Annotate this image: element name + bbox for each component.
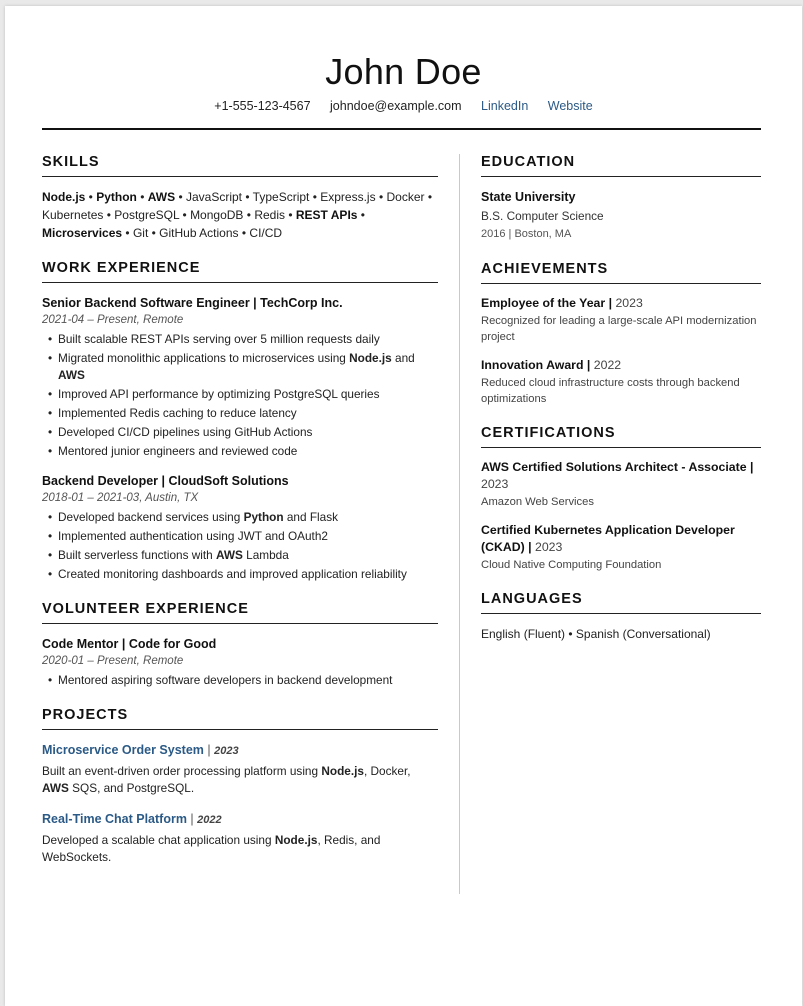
languages-text: English (Fluent) • Spanish (Conversational) xyxy=(481,627,711,641)
text-run: Developed CI/CD pipelines using GitHub Actions xyxy=(58,425,313,439)
certification-description: Amazon Web Services xyxy=(481,496,594,508)
volunteer-jobs xyxy=(42,635,438,689)
separator: | xyxy=(583,358,594,372)
bullet-list xyxy=(42,331,438,460)
certification-year: 2023 xyxy=(481,477,509,491)
separator: | xyxy=(524,540,535,554)
skill-item: Redis xyxy=(254,208,285,222)
certification-heading xyxy=(481,522,761,556)
bullet-item xyxy=(42,672,438,689)
text-run: Developed backend services using xyxy=(58,510,244,524)
bullet-item xyxy=(42,331,438,348)
text-run: Implemented Redis caching to reduce latency xyxy=(58,406,297,420)
skill-item: CI/CD xyxy=(249,226,283,240)
text-run: , Docker, xyxy=(363,764,411,778)
bullet-item xyxy=(42,386,438,403)
job-meta: 2021-04 – Present, Remote xyxy=(42,314,184,326)
highlight-skill: Node.js xyxy=(274,833,318,847)
bullet-item xyxy=(42,405,438,422)
highlight-skill: AWS xyxy=(216,548,243,562)
projects-section xyxy=(42,707,438,866)
achievement-heading xyxy=(481,295,761,312)
text-run: Migrated monolithic applications to microservices using xyxy=(58,351,350,365)
job-title: Backend Developer | CloudSoft Solutions xyxy=(42,474,289,488)
right-column xyxy=(481,154,761,661)
job-entry xyxy=(42,635,438,689)
phone-number: +1-555-123-4567 xyxy=(214,99,311,113)
school-name: State University xyxy=(481,190,576,204)
certification xyxy=(481,459,761,510)
skill-item: JavaScript xyxy=(185,190,243,204)
bullet-item xyxy=(42,509,438,526)
bullet-list xyxy=(42,509,438,583)
skill-item: MongoDB xyxy=(190,208,244,222)
skill-item: Python xyxy=(96,190,137,204)
certification-name: AWS Certified Solutions Architect - Associate xyxy=(481,460,747,474)
skill-item: Microservices xyxy=(42,226,123,240)
skill-item: REST APIs xyxy=(295,208,358,222)
section-title: VOLUNTEER EXPERIENCE xyxy=(42,601,438,624)
project-separator: | xyxy=(203,743,215,757)
text-run: Built serverless functions with xyxy=(58,548,217,562)
bullet-item xyxy=(42,443,438,460)
website-link[interactable]: Website xyxy=(547,99,593,113)
text-run: Mentored aspiring software developers in backend development xyxy=(58,673,393,687)
project-year: 2022 xyxy=(197,814,222,826)
languages-section xyxy=(481,591,761,643)
highlight-skill: Python xyxy=(243,510,284,524)
text-run: Mentored junior engineers and reviewed code xyxy=(58,444,298,458)
highlight-skill: AWS xyxy=(58,368,85,382)
project-list xyxy=(42,741,438,866)
achievement-description: Recognized for leading a large-scale API modernization project xyxy=(481,315,757,343)
skill-item: Git xyxy=(132,226,149,240)
bullet-item xyxy=(42,566,438,583)
text-run: and Flask xyxy=(283,510,339,524)
project-description xyxy=(42,832,438,866)
text-run: Developed a scalable chat application using xyxy=(42,833,275,847)
certification-year: 2023 xyxy=(535,540,563,554)
certifications-section xyxy=(481,425,761,573)
linkedin-link[interactable]: LinkedIn xyxy=(481,99,529,113)
project-entry xyxy=(42,810,438,866)
text-run: Built scalable REST APIs serving over 5 million requests daily xyxy=(58,332,380,346)
skill-item: AWS xyxy=(147,190,176,204)
education-section xyxy=(481,154,761,243)
project-title-line xyxy=(42,810,438,829)
project-title-line xyxy=(42,741,438,760)
certification-list xyxy=(481,459,761,573)
text-run: Lambda xyxy=(242,548,289,562)
skill-item: PostgreSQL xyxy=(114,208,180,222)
contact-line xyxy=(5,99,802,113)
section-title: SKILLS xyxy=(42,154,438,177)
text-run: SQS, and PostgreSQL. xyxy=(68,781,195,795)
achievement xyxy=(481,295,761,345)
bullet-item xyxy=(42,350,438,384)
degree: B.S. Computer Science xyxy=(481,209,604,223)
certification-heading xyxy=(481,459,761,493)
skill-item: Docker xyxy=(386,190,425,204)
email-address[interactable]: johndoe@example.com xyxy=(330,99,462,113)
left-column xyxy=(42,154,438,884)
skill-item: Kubernetes xyxy=(42,208,104,222)
skill-item: Node.js xyxy=(42,190,86,204)
skills-list: Node.js • Python • AWS • JavaScript • TypeScript • Express.js • Docker • Kubernetes • PostgreSQL • MongoDB • Redis • REST APIs • Microservices • Git • GitHub Actions • CI/CD xyxy=(42,190,433,240)
candidate-name: John Doe xyxy=(325,51,482,92)
project-name[interactable]: Microservice Order System xyxy=(42,743,204,757)
bullet-item xyxy=(42,547,438,564)
column-divider xyxy=(459,154,460,894)
section-title: WORK EXPERIENCE xyxy=(42,260,438,283)
highlight-skill: Node.js xyxy=(349,351,392,365)
achievement-year: 2022 xyxy=(593,358,622,372)
separator: | xyxy=(746,460,754,474)
achievements-section xyxy=(481,261,761,407)
text-run: and xyxy=(391,351,415,365)
project-separator: | xyxy=(186,812,198,826)
bullet-item xyxy=(42,424,438,441)
skill-item: GitHub Actions xyxy=(159,226,239,240)
job-entry xyxy=(42,294,438,460)
project-name[interactable]: Real-Time Chat Platform xyxy=(42,812,187,826)
project-year: 2023 xyxy=(214,745,239,757)
section-title: CERTIFICATIONS xyxy=(481,425,761,448)
bullet-list xyxy=(42,672,438,689)
bullet-item xyxy=(42,528,438,545)
job-title: Code Mentor | Code for Good xyxy=(42,637,217,651)
resume-page xyxy=(5,6,802,1006)
text-run: Created monitoring dashboards and improved application reliability xyxy=(58,567,407,581)
text-run: , Redis, and WebSockets. xyxy=(42,833,381,864)
certification-name: Certified Kubernetes Application Developer (CKAD) xyxy=(481,523,735,554)
education-meta: 2016 | Boston, MA xyxy=(481,228,572,240)
job-meta: 2020-01 – Present, Remote xyxy=(42,655,184,667)
section-title: LANGUAGES xyxy=(481,591,761,614)
job-entry xyxy=(42,472,438,583)
achievement-name: Employee of the Year xyxy=(481,296,606,310)
work-jobs xyxy=(42,294,438,583)
certification xyxy=(481,522,761,573)
text-run: Implemented authentication using JWT and OAuth2 xyxy=(58,529,328,543)
job-meta: 2018-01 – 2021-03, Austin, TX xyxy=(42,492,199,504)
project-entry xyxy=(42,741,438,797)
skill-item: TypeScript xyxy=(252,190,310,204)
job-title: Senior Backend Software Engineer | TechCorp Inc. xyxy=(42,296,343,310)
header-divider xyxy=(42,128,761,130)
separator: | xyxy=(605,296,616,310)
certification-description: Cloud Native Computing Foundation xyxy=(481,559,662,571)
text-run: Built an event-driven order processing platform using xyxy=(42,764,322,778)
skill-item: Express.js xyxy=(320,190,376,204)
achievement-name: Innovation Award xyxy=(481,358,584,372)
achievement-list xyxy=(481,295,761,407)
work-experience-section xyxy=(42,260,438,583)
highlight-skill: Node.js xyxy=(321,764,364,778)
section-title: PROJECTS xyxy=(42,707,438,730)
section-title: ACHIEVEMENTS xyxy=(481,261,761,284)
achievement-heading xyxy=(481,357,761,374)
achievement-year: 2023 xyxy=(615,296,643,310)
highlight-skill: AWS xyxy=(42,781,69,795)
volunteer-experience-section xyxy=(42,601,438,689)
text-run: Improved API performance by optimizing PostgreSQL queries xyxy=(58,387,380,401)
achievement xyxy=(481,357,761,407)
section-title: EDUCATION xyxy=(481,154,761,177)
skills-section xyxy=(42,154,438,242)
project-description xyxy=(42,763,438,797)
achievement-description: Reduced cloud infrastructure costs through backend optimizations xyxy=(481,377,740,405)
